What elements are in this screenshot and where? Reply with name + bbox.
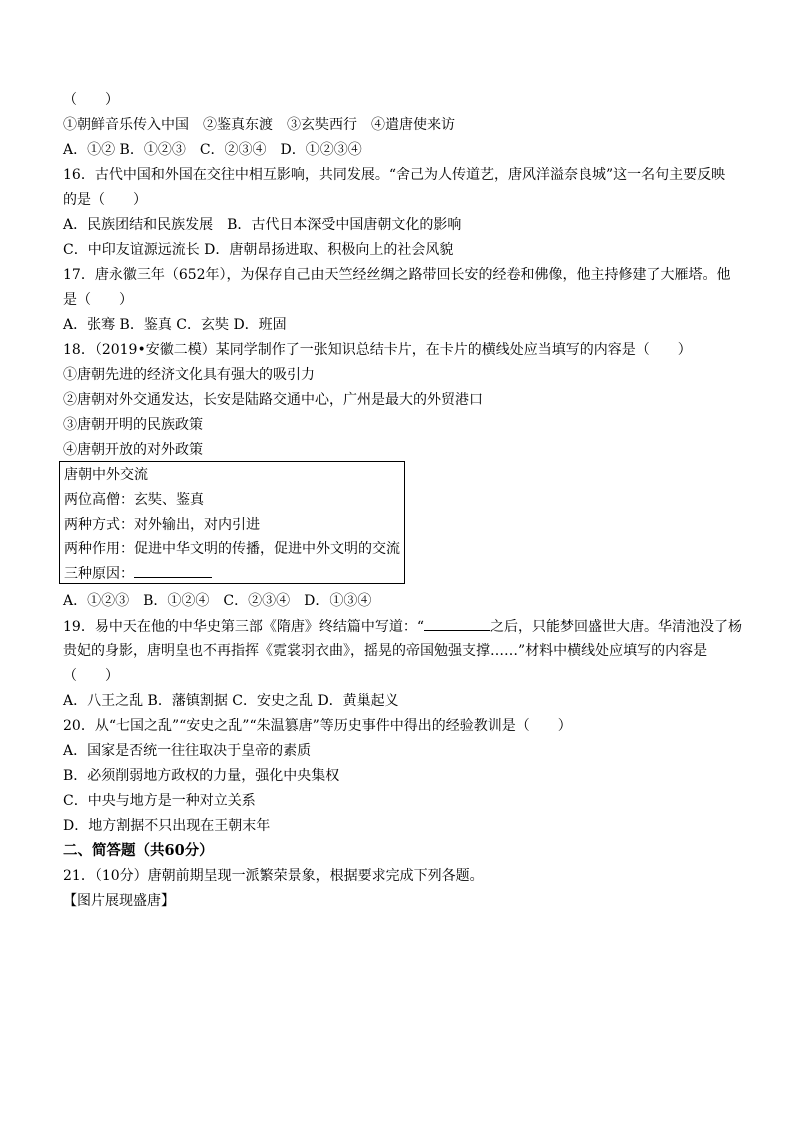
q21-subheading: 【图片展现盛唐】 <box>63 893 175 909</box>
q19-options: A．八王之乱 B．藩镇割据 C．安史之乱 D．黄巢起义 <box>63 693 399 709</box>
q18-statement-4: ④唐朝开放的对外政策 <box>63 442 203 458</box>
q19-stem-line2: 贵妃的身影，唐明皇也不再指挥《霓裳羽衣曲》，摇晃的帝国勉强支撑……”材料中横线处应填写的内容是 <box>63 643 708 659</box>
q20-stem: 20．从“七国之乱”“安史之乱”“朱温篡唐”等历史事件中得出的经验教训是（ ） <box>63 718 572 734</box>
q19-stem-line1 <box>63 616 742 637</box>
q20-option-d: D．地方割据不只出现在王朝末年 <box>63 818 271 834</box>
q20-option-a: A．国家是否统一往往取决于皇帝的素质 <box>63 743 312 759</box>
q17-options: A．张骞 B．鉴真 C．玄奘 D．班固 <box>63 317 287 333</box>
q18-statement-2: ②唐朝对外交通发达，长安是陆路交通中心，广州是最大的外贸港口 <box>63 392 483 408</box>
card-row-effects: 两种作用：促进中华文明的传播，促进中外文明的交流 <box>64 541 400 557</box>
card-row-methods: 两种方式：对外输出，对内引进 <box>64 517 260 533</box>
q17-stem-line1: 17．唐永徽三年（652年），为保存自己由天竺经丝绸之路带回长安的经卷和佛像，他主持修建了大雁塔。他 <box>63 267 731 283</box>
card-row-reasons <box>64 563 212 584</box>
q19-stem-post: 之后，只能梦回盛世大唐。华清池没了杨 <box>489 619 742 635</box>
q19-blank-line <box>424 616 490 631</box>
q21-stem: 21．（10分）唐朝前期呈现一派繁荣景象，根据要求完成下列各题。 <box>63 868 484 884</box>
card-row-monks: 两位高僧：玄奘、鉴真 <box>64 492 204 508</box>
card-blank-line <box>134 563 212 578</box>
section-heading: 二、简答题（共60分） <box>63 842 214 859</box>
answer-paren: （ ） <box>63 92 119 108</box>
card-title: 唐朝中外交流 <box>64 467 148 483</box>
q16-options-cd: C．中印友谊源远流长 D．唐朝昂扬进取、积极向上的社会风貌 <box>63 242 454 258</box>
q16-stem-line2: 的是（ ） <box>63 192 147 208</box>
q16-options-ab: A．民族团结和民族发展 B．古代日本深受中国唐朝文化的影响 <box>63 217 462 233</box>
q16-stem-line1: 16．古代中国和外国在交往中相互影响，共同发展。“舍己为人传道艺，唐风洋溢奈良城”这一名句主要反映 <box>63 167 726 183</box>
statement-list: ①朝鲜音乐传入中国 ②鉴真东渡 ③玄奘西行 ④遣唐使来访 <box>63 117 455 133</box>
q20-option-c: C．中央与地方是一种对立关系 <box>63 793 256 809</box>
q15-options: A．①② B．①②③ C．②③④ D．①②③④ <box>63 142 362 158</box>
q18-statement-3: ③唐朝开明的民族政策 <box>63 417 203 433</box>
q17-stem-line2: 是（ ） <box>63 292 133 308</box>
q19-answer-paren: （ ） <box>63 668 119 684</box>
q19-stem-pre: 19．易中天在他的中华史第三部《隋唐》终结篇中写道：“ <box>63 619 424 635</box>
q18-stem: 18．（2019•安徽二模）某同学制作了一张知识总结卡片，在卡片的横线处应当填写的内容是（ ） <box>63 342 692 358</box>
knowledge-card <box>59 461 405 584</box>
q18-options: A．①②③ B．①②④ C．②③④ D．①③④ <box>63 593 372 609</box>
card-row-reasons-label: 三种原因： <box>64 566 134 582</box>
q18-statement-1: ①唐朝先进的经济文化具有强大的吸引力 <box>63 367 315 383</box>
q20-option-b: B．必须削弱地方政权的力量，强化中央集权 <box>63 768 340 784</box>
